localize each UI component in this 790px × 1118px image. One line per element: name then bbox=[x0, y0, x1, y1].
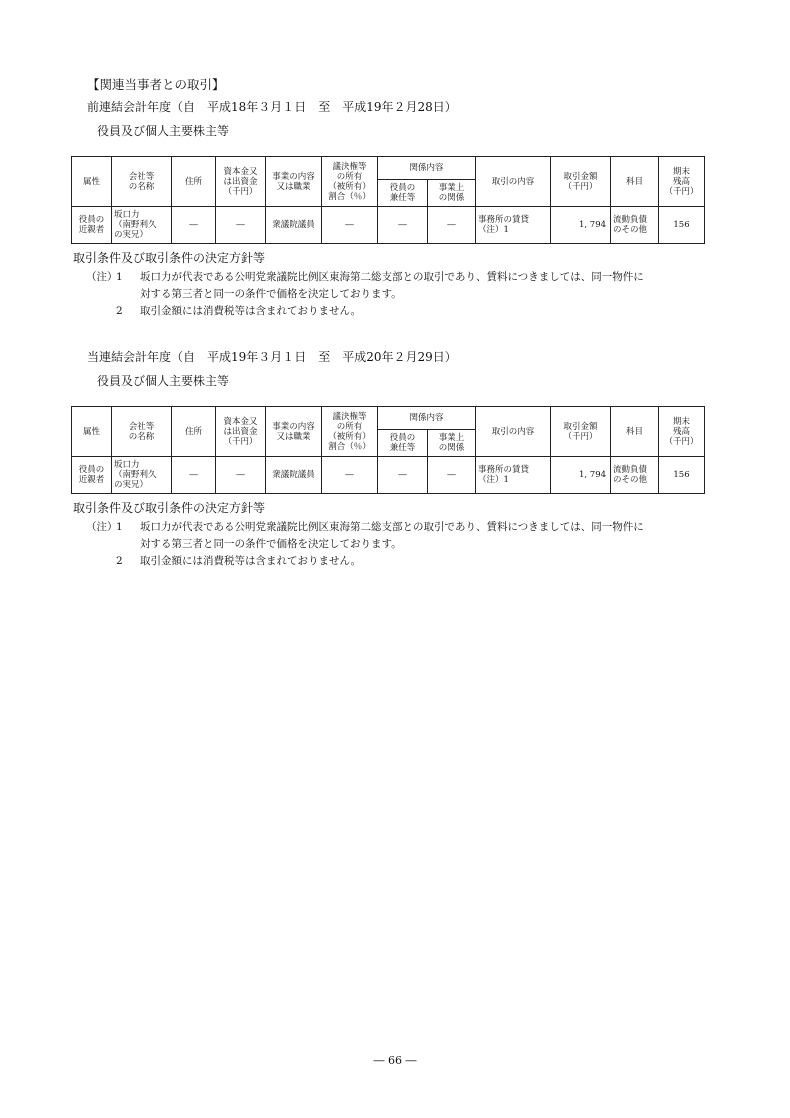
header-account: 科目 bbox=[611, 157, 659, 207]
cell-officers: ― bbox=[378, 457, 428, 494]
prior-note-1-number: 1 bbox=[116, 271, 123, 283]
header-balance: 期末 残高 （千円） bbox=[659, 407, 705, 457]
section-title: 【関連当事者との取引】 bbox=[87, 77, 225, 92]
cell-officers: ― bbox=[378, 207, 428, 244]
current-year-period: 当連結会計年度（自 平成19年３月１日 至 平成20年２月29日） bbox=[87, 350, 457, 364]
header-account: 科目 bbox=[611, 407, 659, 457]
current-note-1-line1: 坂口力が代表である公明党衆議院比例区東海第二総支部との取引であり、賃料につきましては、同一物件に bbox=[140, 521, 644, 533]
cell-transaction: 事務所の賃貸 （注）1 bbox=[476, 457, 551, 494]
prior-year-category: 役員及び個人主要株主等 bbox=[97, 124, 230, 138]
current-note-2-number: 2 bbox=[116, 555, 123, 567]
header-company: 会社等 の名称 bbox=[112, 407, 172, 457]
header-transaction: 取引の内容 bbox=[476, 407, 551, 457]
cell-voting: ― bbox=[322, 457, 378, 494]
cell-company: 坂口力 （南野利久 の実兄） bbox=[112, 207, 172, 244]
cell-business: 衆議院議員 bbox=[266, 207, 322, 244]
header-officers: 役員の 兼任等 bbox=[378, 180, 428, 207]
cell-balance: 156 bbox=[659, 207, 705, 244]
header-capital: 資本金又 は出資金 （千円） bbox=[216, 407, 266, 457]
cell-attribute: 役員の 近親者 bbox=[72, 207, 112, 244]
cell-capital: ― bbox=[216, 207, 266, 244]
header-address: 住所 bbox=[172, 407, 216, 457]
cell-address: ― bbox=[172, 457, 216, 494]
cell-business-relation: ― bbox=[428, 457, 476, 494]
current-terms-title: 取引条件及び取引条件の決定方針等 bbox=[73, 501, 266, 515]
current-note-prefix: （注） bbox=[86, 521, 118, 533]
header-voting: 議決権等 の所有 （被所有） 割合（％） bbox=[322, 407, 378, 457]
cell-account: 流動負債 のその他 bbox=[611, 457, 659, 494]
cell-business: 衆議院議員 bbox=[266, 457, 322, 494]
prior-note-1-line1: 坂口力が代表である公明党衆議院比例区東海第二総支部との取引であり、賃料につきましては、同一物件に bbox=[140, 271, 644, 283]
cell-voting: ― bbox=[322, 207, 378, 244]
current-note-2-text: 取引金額には消費税等は含まれておりません。 bbox=[140, 555, 362, 567]
prior-year-related-party-table bbox=[71, 156, 705, 244]
header-company: 会社等 の名称 bbox=[112, 157, 172, 207]
prior-note-1-line2: 対する第三者と同一の条件で価格を決定しております。 bbox=[140, 288, 402, 300]
current-note-1-line2: 対する第三者と同一の条件で価格を決定しております。 bbox=[140, 538, 402, 550]
header-attribute: 属性 bbox=[72, 157, 112, 207]
cell-address: ― bbox=[172, 207, 216, 244]
header-business-relation: 事業上 の関係 bbox=[428, 430, 476, 457]
current-note-1-number: 1 bbox=[116, 521, 123, 533]
cell-company: 坂口力 （南野利久 の実兄） bbox=[112, 457, 172, 494]
cell-balance: 156 bbox=[659, 457, 705, 494]
prior-note-prefix: （注） bbox=[86, 271, 118, 283]
cell-business-relation: ― bbox=[428, 207, 476, 244]
header-amount: 取引金額 （千円） bbox=[551, 407, 611, 457]
current-year-category: 役員及び個人主要株主等 bbox=[97, 374, 230, 388]
cell-transaction: 事務所の賃貸 （注）1 bbox=[476, 207, 551, 244]
cell-capital: ― bbox=[216, 457, 266, 494]
header-address: 住所 bbox=[172, 157, 216, 207]
header-balance: 期末 残高 （千円） bbox=[659, 157, 705, 207]
header-amount: 取引金額 （千円） bbox=[551, 157, 611, 207]
prior-terms-title: 取引条件及び取引条件の決定方針等 bbox=[73, 251, 266, 265]
header-business: 事業の内容 又は職業 bbox=[266, 157, 322, 207]
current-year-related-party-table bbox=[71, 406, 705, 494]
prior-note-2-text: 取引金額には消費税等は含まれておりません。 bbox=[140, 305, 362, 317]
cell-amount: 1, 794 bbox=[551, 457, 611, 494]
prior-note-2-number: 2 bbox=[116, 305, 123, 317]
header-relationship: 関係内容 bbox=[378, 407, 476, 430]
page-number: ― 66 ― bbox=[373, 1054, 417, 1067]
header-relationship: 関係内容 bbox=[378, 157, 476, 180]
header-attribute: 属性 bbox=[72, 407, 112, 457]
header-voting: 議決権等 の所有 （被所有） 割合（％） bbox=[322, 157, 378, 207]
header-transaction: 取引の内容 bbox=[476, 157, 551, 207]
table-row bbox=[72, 207, 705, 244]
header-business-relation: 事業上 の関係 bbox=[428, 180, 476, 207]
cell-attribute: 役員の 近親者 bbox=[72, 457, 112, 494]
cell-amount: 1, 794 bbox=[551, 207, 611, 244]
header-business: 事業の内容 又は職業 bbox=[266, 407, 322, 457]
header-officers: 役員の 兼任等 bbox=[378, 430, 428, 457]
header-capital: 資本金又 は出資金 （千円） bbox=[216, 157, 266, 207]
cell-account: 流動負債 のその他 bbox=[611, 207, 659, 244]
prior-year-period: 前連結会計年度（自 平成18年３月１日 至 平成19年２月28日） bbox=[87, 100, 457, 114]
table-row bbox=[72, 457, 705, 494]
